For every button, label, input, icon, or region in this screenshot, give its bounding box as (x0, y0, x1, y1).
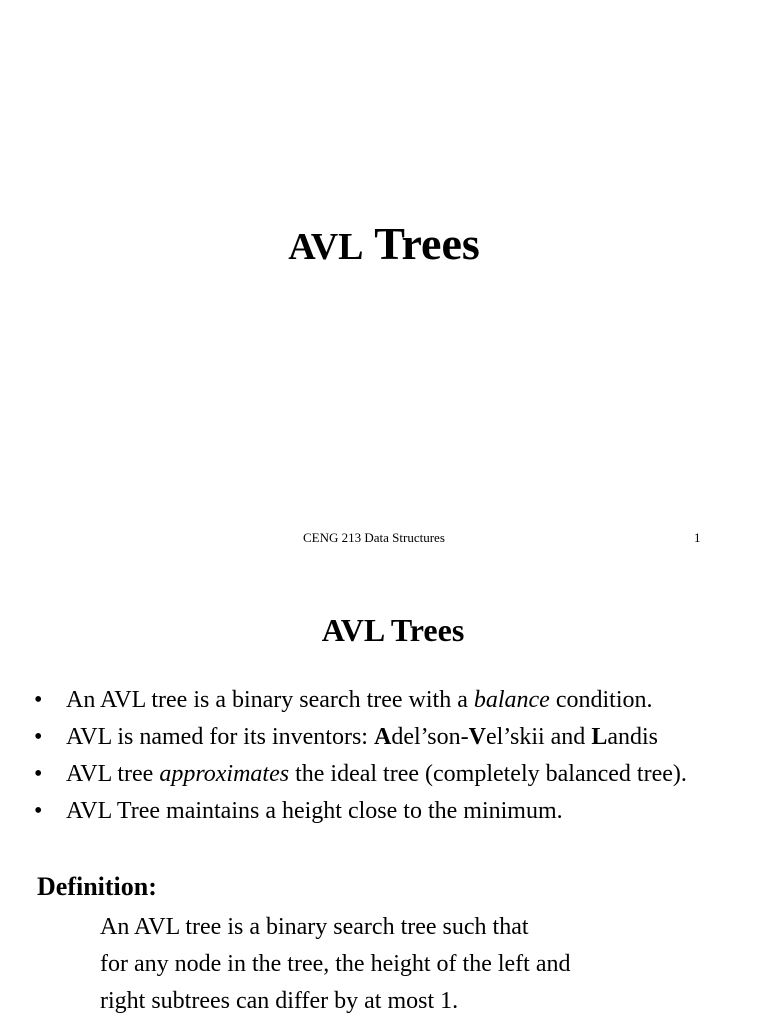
bullet-dot-icon: • (34, 798, 43, 824)
bullet-text: condition. (549, 687, 653, 713)
bullet-text: AVL is named for its inventors: (66, 724, 374, 750)
bullet-text: An AVL tree is a binary search tree with a (66, 687, 474, 713)
footer-course-name: CENG 213 Data Structures (303, 530, 445, 545)
bullet-emphasis: approximates (159, 761, 290, 787)
bullet-emphasis: balance (473, 687, 550, 713)
definition-line: right subtrees can differ by at most 1. (100, 988, 459, 1014)
bullet-text: AVL Tree maintains a height close to the minimum. (66, 798, 563, 824)
bullet-item-height (34, 793, 687, 830)
bullet-bold-letter: V (468, 724, 486, 750)
title-word-trees: Trees (363, 218, 480, 269)
bullet-list (34, 682, 687, 830)
definition-text (100, 909, 720, 1020)
title-letter-a: A (288, 226, 311, 268)
title-letters-vl: VL (310, 226, 364, 268)
bullet-dot-icon: • (34, 687, 43, 713)
slide-2 (0, 576, 768, 1024)
bullet-text: del’son- (391, 724, 469, 750)
definition-line: An AVL tree is a binary search tree such that (100, 914, 529, 940)
footer-page-number: 1 (694, 530, 701, 545)
slide-1-title (0, 218, 768, 273)
bullet-item-approximates (34, 756, 687, 793)
bullet-bold-letter: A (373, 724, 392, 750)
bullet-text: the ideal tree (completely balanced tree). (289, 761, 687, 787)
bullet-dot-icon: • (34, 724, 43, 750)
bullet-dot-icon: • (34, 761, 43, 787)
bullet-item-inventors (34, 719, 687, 756)
bullet-bold-letter: L (591, 724, 608, 750)
definition-heading: Definition: (37, 872, 157, 901)
bullet-text: el’skii and (485, 724, 592, 750)
bullet-item-balance (34, 682, 687, 719)
bullet-text: andis (607, 724, 658, 750)
slide-2-title: AVL Trees (321, 612, 465, 648)
definition-line: for any node in the tree, the height of the left and (100, 951, 571, 977)
bullet-text: AVL tree (66, 761, 160, 787)
